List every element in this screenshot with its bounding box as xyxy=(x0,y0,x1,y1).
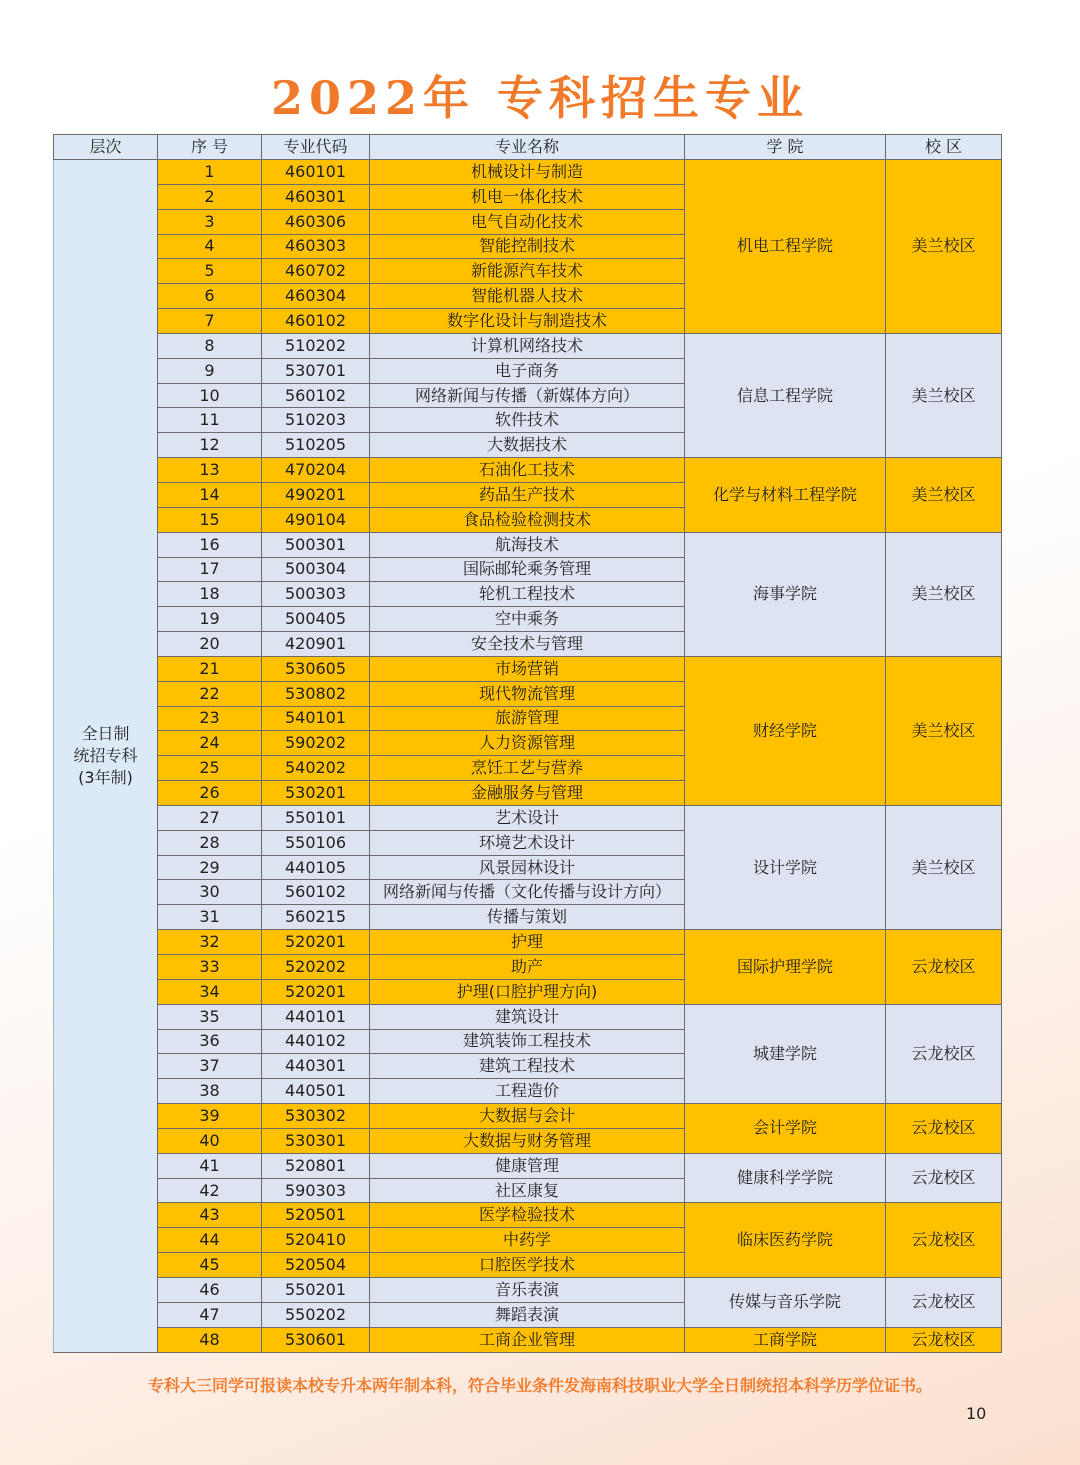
code-cell: 460303 xyxy=(262,234,370,259)
header-major: 专业名称 xyxy=(370,135,685,160)
index-cell: 22 xyxy=(158,681,262,706)
code-cell: 530701 xyxy=(262,358,370,383)
campus-cell: 美兰校区 xyxy=(886,532,1002,656)
table-row xyxy=(54,930,1002,955)
index-cell: 16 xyxy=(158,532,262,557)
major-cell: 建筑设计 xyxy=(370,1004,685,1029)
major-cell: 食品检验检测技术 xyxy=(370,507,685,532)
table-row xyxy=(54,1327,1002,1352)
index-cell: 19 xyxy=(158,607,262,632)
header-campus: 校 区 xyxy=(886,135,1002,160)
major-cell: 机电一体化技术 xyxy=(370,184,685,209)
index-cell: 41 xyxy=(158,1153,262,1178)
code-cell: 440501 xyxy=(262,1079,370,1104)
index-cell: 47 xyxy=(158,1302,262,1327)
code-cell: 550201 xyxy=(262,1277,370,1302)
index-cell: 9 xyxy=(158,358,262,383)
index-cell: 40 xyxy=(158,1128,262,1153)
college-cell: 化学与材料工程学院 xyxy=(685,458,886,533)
major-cell: 护理(口腔护理方向) xyxy=(370,979,685,1004)
college-cell: 工商学院 xyxy=(685,1327,886,1352)
index-cell: 43 xyxy=(158,1203,262,1228)
index-cell: 38 xyxy=(158,1079,262,1104)
index-cell: 17 xyxy=(158,557,262,582)
college-cell: 健康科学学院 xyxy=(685,1153,886,1203)
code-cell: 420901 xyxy=(262,632,370,657)
campus-cell: 美兰校区 xyxy=(886,656,1002,805)
index-cell: 15 xyxy=(158,507,262,532)
index-cell: 31 xyxy=(158,905,262,930)
major-cell: 风景园林设计 xyxy=(370,855,685,880)
campus-cell: 云龙校区 xyxy=(886,1203,1002,1278)
major-cell: 艺术设计 xyxy=(370,805,685,830)
major-cell: 计算机网络技术 xyxy=(370,333,685,358)
table-row xyxy=(54,1004,1002,1029)
campus-cell: 云龙校区 xyxy=(886,1104,1002,1154)
index-cell: 2 xyxy=(158,184,262,209)
code-cell: 560215 xyxy=(262,905,370,930)
table-row xyxy=(54,1277,1002,1302)
code-cell: 530605 xyxy=(262,656,370,681)
index-cell: 39 xyxy=(158,1104,262,1129)
campus-cell: 云龙校区 xyxy=(886,1153,1002,1203)
index-cell: 13 xyxy=(158,458,262,483)
code-cell: 510205 xyxy=(262,433,370,458)
major-cell: 智能控制技术 xyxy=(370,234,685,259)
campus-cell: 云龙校区 xyxy=(886,930,1002,1005)
major-cell: 航海技术 xyxy=(370,532,685,557)
index-cell: 44 xyxy=(158,1228,262,1253)
major-cell: 环境艺术设计 xyxy=(370,830,685,855)
college-cell: 传媒与音乐学院 xyxy=(685,1277,886,1327)
code-cell: 460702 xyxy=(262,259,370,284)
major-cell: 石油化工技术 xyxy=(370,458,685,483)
code-cell: 470204 xyxy=(262,458,370,483)
header-level: 层次 xyxy=(54,135,158,160)
table-row xyxy=(54,1104,1002,1129)
table-row xyxy=(54,160,1002,185)
index-cell: 18 xyxy=(158,582,262,607)
index-cell: 48 xyxy=(158,1327,262,1352)
page-number: 10 xyxy=(966,1404,987,1423)
major-cell: 电气自动化技术 xyxy=(370,209,685,234)
code-cell: 460301 xyxy=(262,184,370,209)
index-cell: 25 xyxy=(158,756,262,781)
college-cell: 信息工程学院 xyxy=(685,333,886,457)
major-cell: 网络新闻与传播（新媒体方向） xyxy=(370,383,685,408)
table-row xyxy=(54,333,1002,358)
major-cell: 中药学 xyxy=(370,1228,685,1253)
index-cell: 45 xyxy=(158,1253,262,1278)
campus-cell: 美兰校区 xyxy=(886,458,1002,533)
code-cell: 460306 xyxy=(262,209,370,234)
code-cell: 530302 xyxy=(262,1104,370,1129)
college-cell: 国际护理学院 xyxy=(685,930,886,1005)
code-cell: 540202 xyxy=(262,756,370,781)
index-cell: 12 xyxy=(158,433,262,458)
code-cell: 460101 xyxy=(262,160,370,185)
code-cell: 520504 xyxy=(262,1253,370,1278)
index-cell: 46 xyxy=(158,1277,262,1302)
code-cell: 560102 xyxy=(262,383,370,408)
majors-table xyxy=(53,134,1002,1353)
major-cell: 国际邮轮乘务管理 xyxy=(370,557,685,582)
campus-cell: 云龙校区 xyxy=(886,1327,1002,1352)
code-cell: 550106 xyxy=(262,830,370,855)
code-cell: 540101 xyxy=(262,706,370,731)
index-cell: 24 xyxy=(158,731,262,756)
page-title: 2022年 专科招生专业 xyxy=(270,71,810,125)
index-cell: 32 xyxy=(158,930,262,955)
major-cell: 智能机器人技术 xyxy=(370,284,685,309)
major-cell: 舞蹈表演 xyxy=(370,1302,685,1327)
code-cell: 440301 xyxy=(262,1054,370,1079)
major-cell: 药品生产技术 xyxy=(370,482,685,507)
code-cell: 550202 xyxy=(262,1302,370,1327)
major-cell: 音乐表演 xyxy=(370,1277,685,1302)
major-cell: 护理 xyxy=(370,930,685,955)
code-cell: 530601 xyxy=(262,1327,370,1352)
table-header xyxy=(54,135,1002,160)
major-cell: 人力资源管理 xyxy=(370,731,685,756)
college-cell: 临床医药学院 xyxy=(685,1203,886,1278)
major-cell: 健康管理 xyxy=(370,1153,685,1178)
table-row xyxy=(54,805,1002,830)
index-cell: 10 xyxy=(158,383,262,408)
campus-cell: 美兰校区 xyxy=(886,333,1002,457)
major-cell: 大数据技术 xyxy=(370,433,685,458)
index-cell: 3 xyxy=(158,209,262,234)
footnote: 专科大三同学可报读本校专升本两年制本科，符合毕业条件发海南科技职业大学全日制统招本科学历学位证书。 xyxy=(147,1376,932,1395)
major-cell: 网络新闻与传播（文化传播与设计方向） xyxy=(370,880,685,905)
code-cell: 510202 xyxy=(262,333,370,358)
major-cell: 市场营销 xyxy=(370,656,685,681)
college-cell: 会计学院 xyxy=(685,1104,886,1154)
index-cell: 7 xyxy=(158,309,262,334)
major-cell: 医学检验技术 xyxy=(370,1203,685,1228)
college-cell: 海事学院 xyxy=(685,532,886,656)
college-cell: 财经学院 xyxy=(685,656,886,805)
code-cell: 590303 xyxy=(262,1178,370,1203)
major-cell: 数字化设计与制造技术 xyxy=(370,309,685,334)
code-cell: 560102 xyxy=(262,880,370,905)
major-cell: 轮机工程技术 xyxy=(370,582,685,607)
index-cell: 6 xyxy=(158,284,262,309)
major-cell: 新能源汽车技术 xyxy=(370,259,685,284)
index-cell: 35 xyxy=(158,1004,262,1029)
campus-cell: 云龙校区 xyxy=(886,1004,1002,1103)
major-cell: 工程造价 xyxy=(370,1079,685,1104)
header-index: 序 号 xyxy=(158,135,262,160)
table-row xyxy=(54,656,1002,681)
major-cell: 金融服务与管理 xyxy=(370,781,685,806)
table-row xyxy=(54,458,1002,483)
index-cell: 28 xyxy=(158,830,262,855)
major-cell: 软件技术 xyxy=(370,408,685,433)
campus-cell: 云龙校区 xyxy=(886,1277,1002,1327)
code-cell: 510203 xyxy=(262,408,370,433)
major-cell: 烹饪工艺与营养 xyxy=(370,756,685,781)
code-cell: 530301 xyxy=(262,1128,370,1153)
code-cell: 440101 xyxy=(262,1004,370,1029)
code-cell: 520201 xyxy=(262,979,370,1004)
index-cell: 33 xyxy=(158,955,262,980)
code-cell: 500301 xyxy=(262,532,370,557)
index-cell: 42 xyxy=(158,1178,262,1203)
major-cell: 建筑工程技术 xyxy=(370,1054,685,1079)
index-cell: 37 xyxy=(158,1054,262,1079)
index-cell: 1 xyxy=(158,160,262,185)
major-cell: 安全技术与管理 xyxy=(370,632,685,657)
table-row xyxy=(54,532,1002,557)
index-cell: 34 xyxy=(158,979,262,1004)
index-cell: 30 xyxy=(158,880,262,905)
major-cell: 工商企业管理 xyxy=(370,1327,685,1352)
code-cell: 520202 xyxy=(262,955,370,980)
table-row xyxy=(54,1153,1002,1178)
major-cell: 口腔医学技术 xyxy=(370,1253,685,1278)
header-code: 专业代码 xyxy=(262,135,370,160)
code-cell: 520501 xyxy=(262,1203,370,1228)
code-cell: 530201 xyxy=(262,781,370,806)
code-cell: 500405 xyxy=(262,607,370,632)
major-cell: 建筑装饰工程技术 xyxy=(370,1029,685,1054)
code-cell: 490201 xyxy=(262,482,370,507)
major-cell: 大数据与财务管理 xyxy=(370,1128,685,1153)
index-cell: 4 xyxy=(158,234,262,259)
major-cell: 电子商务 xyxy=(370,358,685,383)
index-cell: 14 xyxy=(158,482,262,507)
code-cell: 440102 xyxy=(262,1029,370,1054)
campus-cell: 美兰校区 xyxy=(886,805,1002,929)
code-cell: 590202 xyxy=(262,731,370,756)
code-cell: 460304 xyxy=(262,284,370,309)
major-cell: 空中乘务 xyxy=(370,607,685,632)
college-cell: 城建学院 xyxy=(685,1004,886,1103)
index-cell: 11 xyxy=(158,408,262,433)
index-cell: 26 xyxy=(158,781,262,806)
code-cell: 460102 xyxy=(262,309,370,334)
code-cell: 440105 xyxy=(262,855,370,880)
major-cell: 大数据与会计 xyxy=(370,1104,685,1129)
index-cell: 8 xyxy=(158,333,262,358)
major-cell: 传播与策划 xyxy=(370,905,685,930)
college-cell: 机电工程学院 xyxy=(685,160,886,334)
index-cell: 23 xyxy=(158,706,262,731)
major-cell: 机械设计与制造 xyxy=(370,160,685,185)
index-cell: 20 xyxy=(158,632,262,657)
table-row xyxy=(54,1203,1002,1228)
campus-cell: 美兰校区 xyxy=(886,160,1002,334)
code-cell: 550101 xyxy=(262,805,370,830)
code-cell: 530802 xyxy=(262,681,370,706)
header-college: 学 院 xyxy=(685,135,886,160)
code-cell: 520201 xyxy=(262,930,370,955)
major-cell: 旅游管理 xyxy=(370,706,685,731)
major-cell: 社区康复 xyxy=(370,1178,685,1203)
major-cell: 助产 xyxy=(370,955,685,980)
code-cell: 490104 xyxy=(262,507,370,532)
index-cell: 36 xyxy=(158,1029,262,1054)
code-cell: 500303 xyxy=(262,582,370,607)
code-cell: 520410 xyxy=(262,1228,370,1253)
index-cell: 5 xyxy=(158,259,262,284)
level-cell: 全日制 统招专科 (3年制) xyxy=(54,160,158,1353)
code-cell: 500304 xyxy=(262,557,370,582)
index-cell: 29 xyxy=(158,855,262,880)
index-cell: 27 xyxy=(158,805,262,830)
index-cell: 21 xyxy=(158,656,262,681)
major-cell: 现代物流管理 xyxy=(370,681,685,706)
code-cell: 520801 xyxy=(262,1153,370,1178)
college-cell: 设计学院 xyxy=(685,805,886,929)
